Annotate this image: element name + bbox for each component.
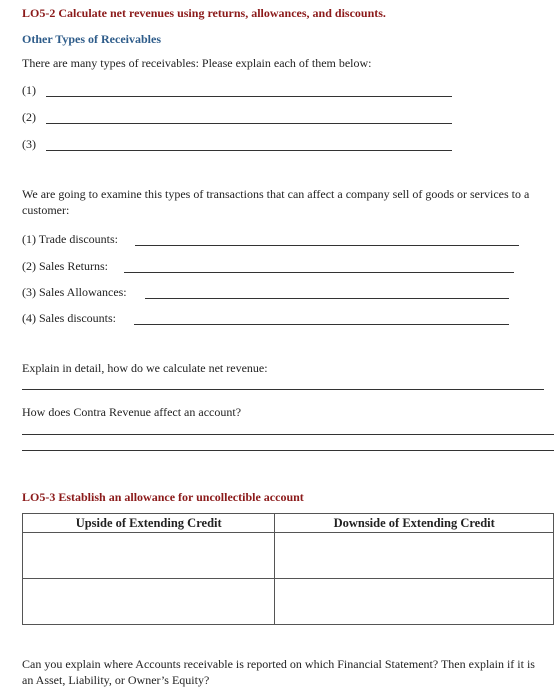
receivable-item-1-answer-line[interactable] xyxy=(46,96,452,97)
sales-discounts-answer-line[interactable] xyxy=(134,324,509,325)
sales-discounts-label: (4) Sales discounts: xyxy=(22,311,116,325)
accounts-receivable-question: Can you explain where Accounts receivable is reported on which Financial Statement? Then explain if it is an Asset, Liability, or Owner’s Equity? xyxy=(22,657,535,687)
sales-allowances-answer-line[interactable] xyxy=(145,298,509,299)
contra-revenue-answer-line-1[interactable] xyxy=(22,434,554,435)
downside-cell[interactable] xyxy=(275,579,554,625)
net-revenue-question: Explain in detail, how do we calculate net revenue: xyxy=(22,361,268,375)
sales-returns-answer-line[interactable] xyxy=(124,272,514,273)
trade-discounts-label: (1) Trade discounts: xyxy=(22,232,118,246)
page-title: LO5-2 Calculate net revenues using returns, allowances, and discounts. xyxy=(22,6,386,20)
receivable-item-3-answer-line[interactable] xyxy=(46,150,452,151)
allowance-section-title: LO5-3 Establish an allowance for uncollectible account xyxy=(22,490,304,504)
trade-discounts-answer-line[interactable] xyxy=(135,245,519,246)
sales-allowances-label: (3) Sales Allowances: xyxy=(22,285,127,299)
receivable-item-1-label: (1) xyxy=(22,83,36,97)
upside-cell[interactable] xyxy=(23,533,275,579)
transactions-intro: We are going to examine this types of transactions that can affect a company sell of goods or services to a customer: xyxy=(22,187,530,217)
upside-cell[interactable] xyxy=(23,579,275,625)
sales-returns-label: (2) Sales Returns: xyxy=(22,259,108,273)
receivable-item-2-answer-line[interactable] xyxy=(46,123,452,124)
receivables-intro: There are many types of receivables: Please explain each of them below: xyxy=(22,56,372,70)
net-revenue-answer-line[interactable] xyxy=(22,389,544,390)
contra-revenue-answer-line-2[interactable] xyxy=(22,450,554,451)
receivable-item-2-label: (2) xyxy=(22,110,36,124)
contra-revenue-question: How does Contra Revenue affect an account? xyxy=(22,405,242,419)
credit-comparison-table xyxy=(22,513,554,625)
receivable-item-3-label: (3) xyxy=(22,137,36,151)
downside-cell[interactable] xyxy=(275,533,554,579)
downside-credit-header: Downside of Extending Credit xyxy=(275,514,554,533)
upside-credit-header: Upside of Extending Credit xyxy=(23,514,275,533)
section-subtitle: Other Types of Receivables xyxy=(22,32,161,46)
table-row xyxy=(23,533,554,579)
table-row xyxy=(23,579,554,625)
